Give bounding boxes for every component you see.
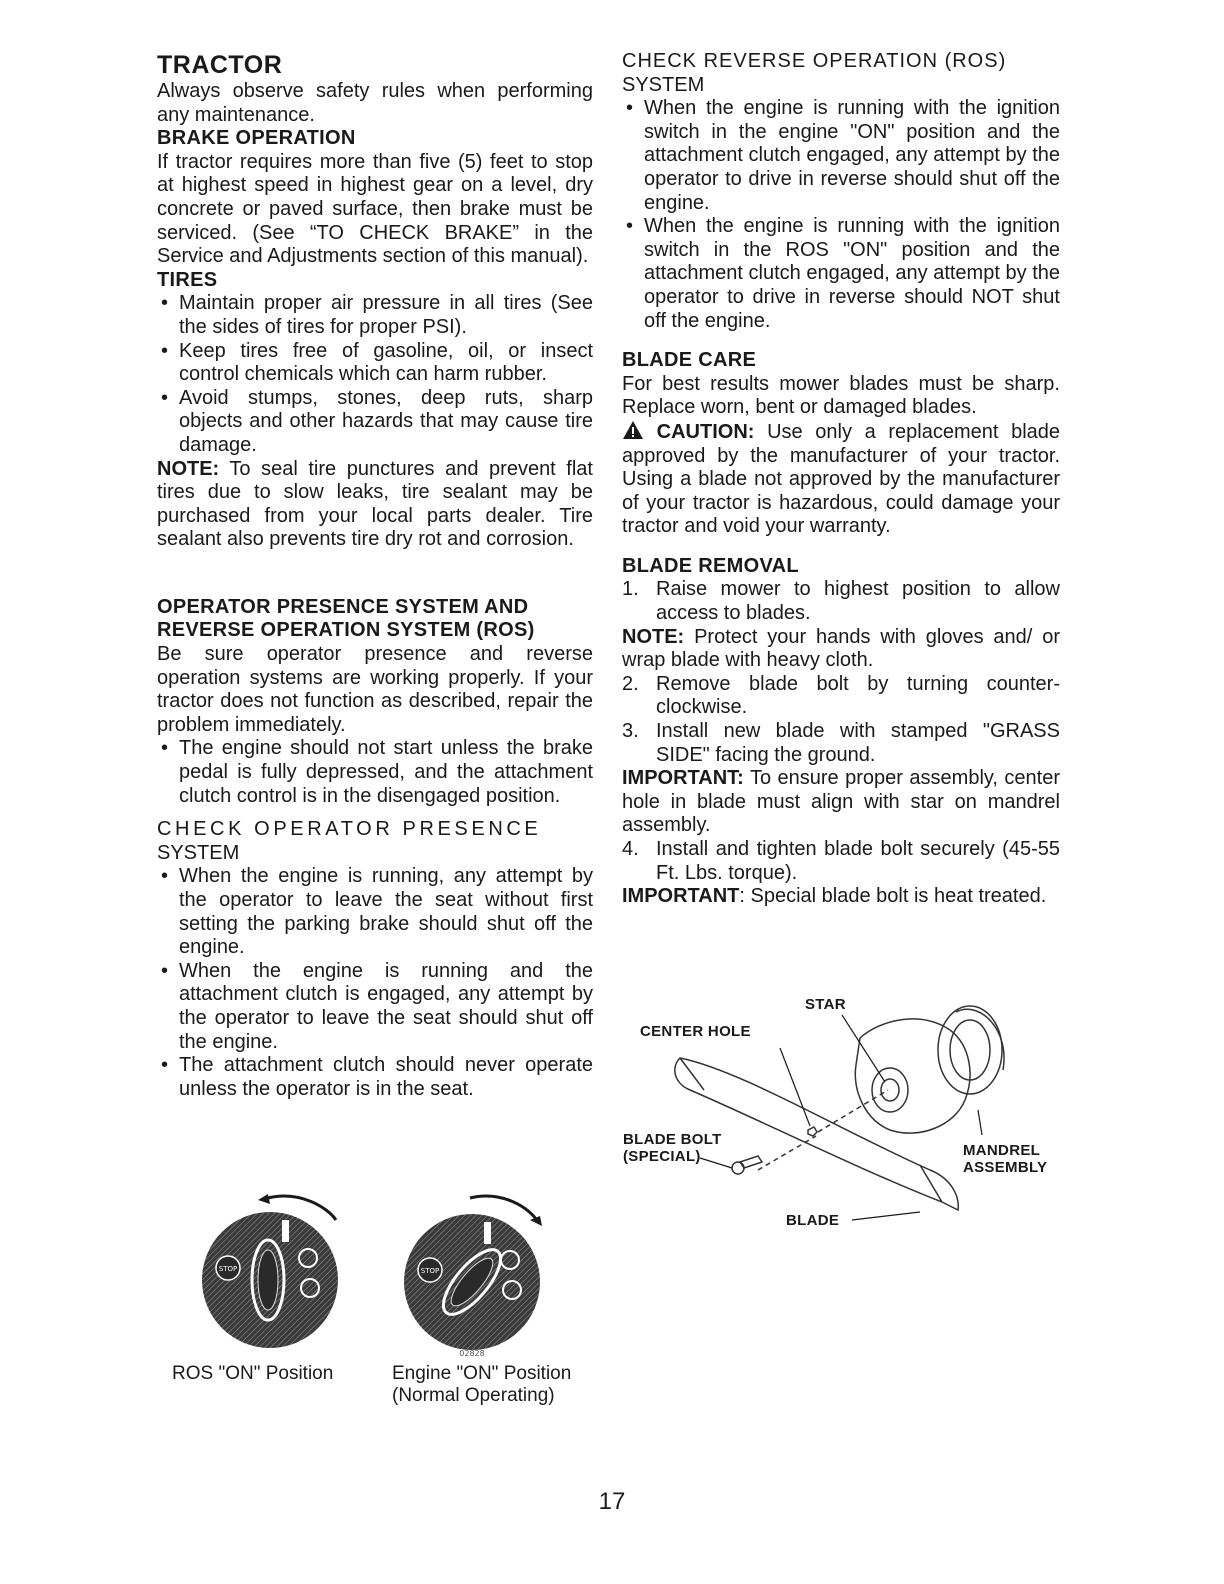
blade-removal-heading: BLADE REMOVAL — [622, 554, 799, 577]
check-ros-heading-line2: SYSTEM — [622, 73, 705, 96]
list-item: 2. Remove blade bolt by turning counter-clockwise. — [622, 672, 1060, 719]
check-ros-heading-line1: CHECK REVERSE OPERATION (ROS) — [622, 50, 1007, 72]
ignition-knob-figure — [190, 1190, 610, 1360]
center-hole-label: CENTER HOLE — [640, 1023, 751, 1040]
ros-on-knob — [202, 1194, 338, 1348]
star-label: STAR — [805, 996, 846, 1013]
warning-triangle-icon — [622, 420, 644, 440]
ops-text: Be sure operator presence and reverse operation systems are working properly. If your tractor does not function as described, repair the problem immediately. — [157, 643, 593, 736]
check-ops-heading-line2: SYSTEM — [157, 841, 240, 864]
stop-label: STOP — [420, 1267, 440, 1275]
blade-bolt-label-line1: BLADE BOLT — [623, 1131, 722, 1148]
figure-code: 02828 — [459, 1349, 485, 1358]
list-item: • The attachment clutch should never operate unless the operator is in the seat. — [161, 1054, 593, 1100]
blade-note: NOTE: Protect your hands with gloves and/ or wrap blade with heavy cloth. — [622, 625, 1060, 672]
list-item: • When the engine is running with the ignition switch in the ROS "ON" position and the attachment clutch engaged, any attempt by the operator to drive in reverse should NOT shut off the engine. — [626, 215, 1060, 332]
blade-bolt-label-line2: (SPECIAL) — [623, 1148, 701, 1165]
list-item: • When the engine is running and the attachment clutch is engaged, any attempt by the operator to leave the seat should shut off the engine. — [161, 959, 593, 1053]
stop-label: STOP — [218, 1265, 238, 1273]
ops-heading-line2: REVERSE OPERATION SYSTEM (ROS) — [157, 619, 535, 642]
page-number: 17 — [598, 1488, 626, 1515]
list-item: • When the engine is running with the ignition switch in the engine "ON" position and the attachment clutch engaged, any attempt by the operator to drive in reverse should shut off the engine. — [626, 97, 1060, 214]
engine-on-knob — [404, 1196, 542, 1358]
engine-on-caption-line1: Engine "ON" Position — [392, 1363, 572, 1384]
check-ops-heading-line1: CHECK OPERATOR PRESENCE — [157, 818, 542, 841]
list-item: • Maintain proper air pressure in all tires (See the sides of tires for proper PSI). — [161, 292, 593, 338]
mandrel-label-line1: MANDREL — [963, 1142, 1041, 1159]
list-item: • When the engine is running, any attempt by the operator to leave the seat without first setting the parking brake should shut off the engine. — [161, 865, 593, 959]
list-item: 1. Raise mower to highest position to allow access to blades. — [622, 578, 1060, 625]
blade-care-heading: BLADE CARE — [622, 349, 757, 372]
blade-care-text: For best results mower blades must be sharp. Replace worn, bent or damaged blades. — [622, 372, 1060, 419]
blade-assembly-figure — [620, 990, 1070, 1230]
brake-heading: BRAKE OPERATION — [157, 127, 356, 150]
engine-on-caption-line2: (Normal Operating) — [392, 1385, 555, 1406]
list-item: • Avoid stumps, stones, deep ruts, sharp objects and other hazards that may cause tire damage. — [161, 386, 593, 456]
ignition-knob-drawing — [190, 1190, 610, 1360]
brake-text: If tractor requires more than five (5) feet to stop at highest speed in highest gear on a level, dry concrete or paved surface, then brake must be serviced. (See “TO CHECK BRAKE” in the Service and Adjustments section of this manual). — [157, 150, 593, 268]
tires-heading: TIRES — [157, 268, 218, 291]
ops-heading-line1: OPERATOR PRESENCE SYSTEM AND — [157, 595, 529, 618]
blade-label: BLADE — [786, 1212, 840, 1229]
right-column — [622, 50, 1060, 909]
important-note-1: IMPORTANT: To ensure proper assembly, center hole in blade must align with star on mandrel assembly. — [622, 767, 1060, 837]
important-note-2: IMPORTANT: Special blade bolt is heat treated. — [622, 885, 1047, 908]
caution-text: CAUTION: Use only a replacement blade approved by the manufacturer of your tractor. Using a blade not approved by the manufacturer of your tractor is hazardous, could damage your tractor and void your warranty. — [622, 420, 1061, 538]
list-item: 3. Install new blade with stamped "GRASS SIDE" facing the ground. — [622, 720, 1060, 766]
left-column — [157, 50, 593, 1101]
list-item: 4. Install and tighten blade bolt securely (45-55 Ft. Lbs. torque). — [622, 838, 1060, 884]
list-item: • The engine should not start unless the brake pedal is fully depressed, and the attachment clutch control is in the disengaged position. — [161, 737, 593, 807]
tractor-heading: TRACTOR — [157, 51, 283, 79]
tractor-intro: Always observe safety rules when performing any maintenance. — [157, 80, 593, 126]
list-item: • Keep tires free of gasoline, oil, or insect control chemicals which can harm rubber. — [161, 339, 593, 386]
mandrel-label-line2: ASSEMBLY — [963, 1159, 1048, 1176]
tires-note: NOTE: To seal tire punctures and prevent flat tires due to slow leaks, tire sealant may be purchased from your local parts dealer. Tire sealant also prevents tire dry rot and corrosion. — [157, 457, 593, 551]
ros-on-caption: ROS "ON" Position — [172, 1363, 334, 1384]
